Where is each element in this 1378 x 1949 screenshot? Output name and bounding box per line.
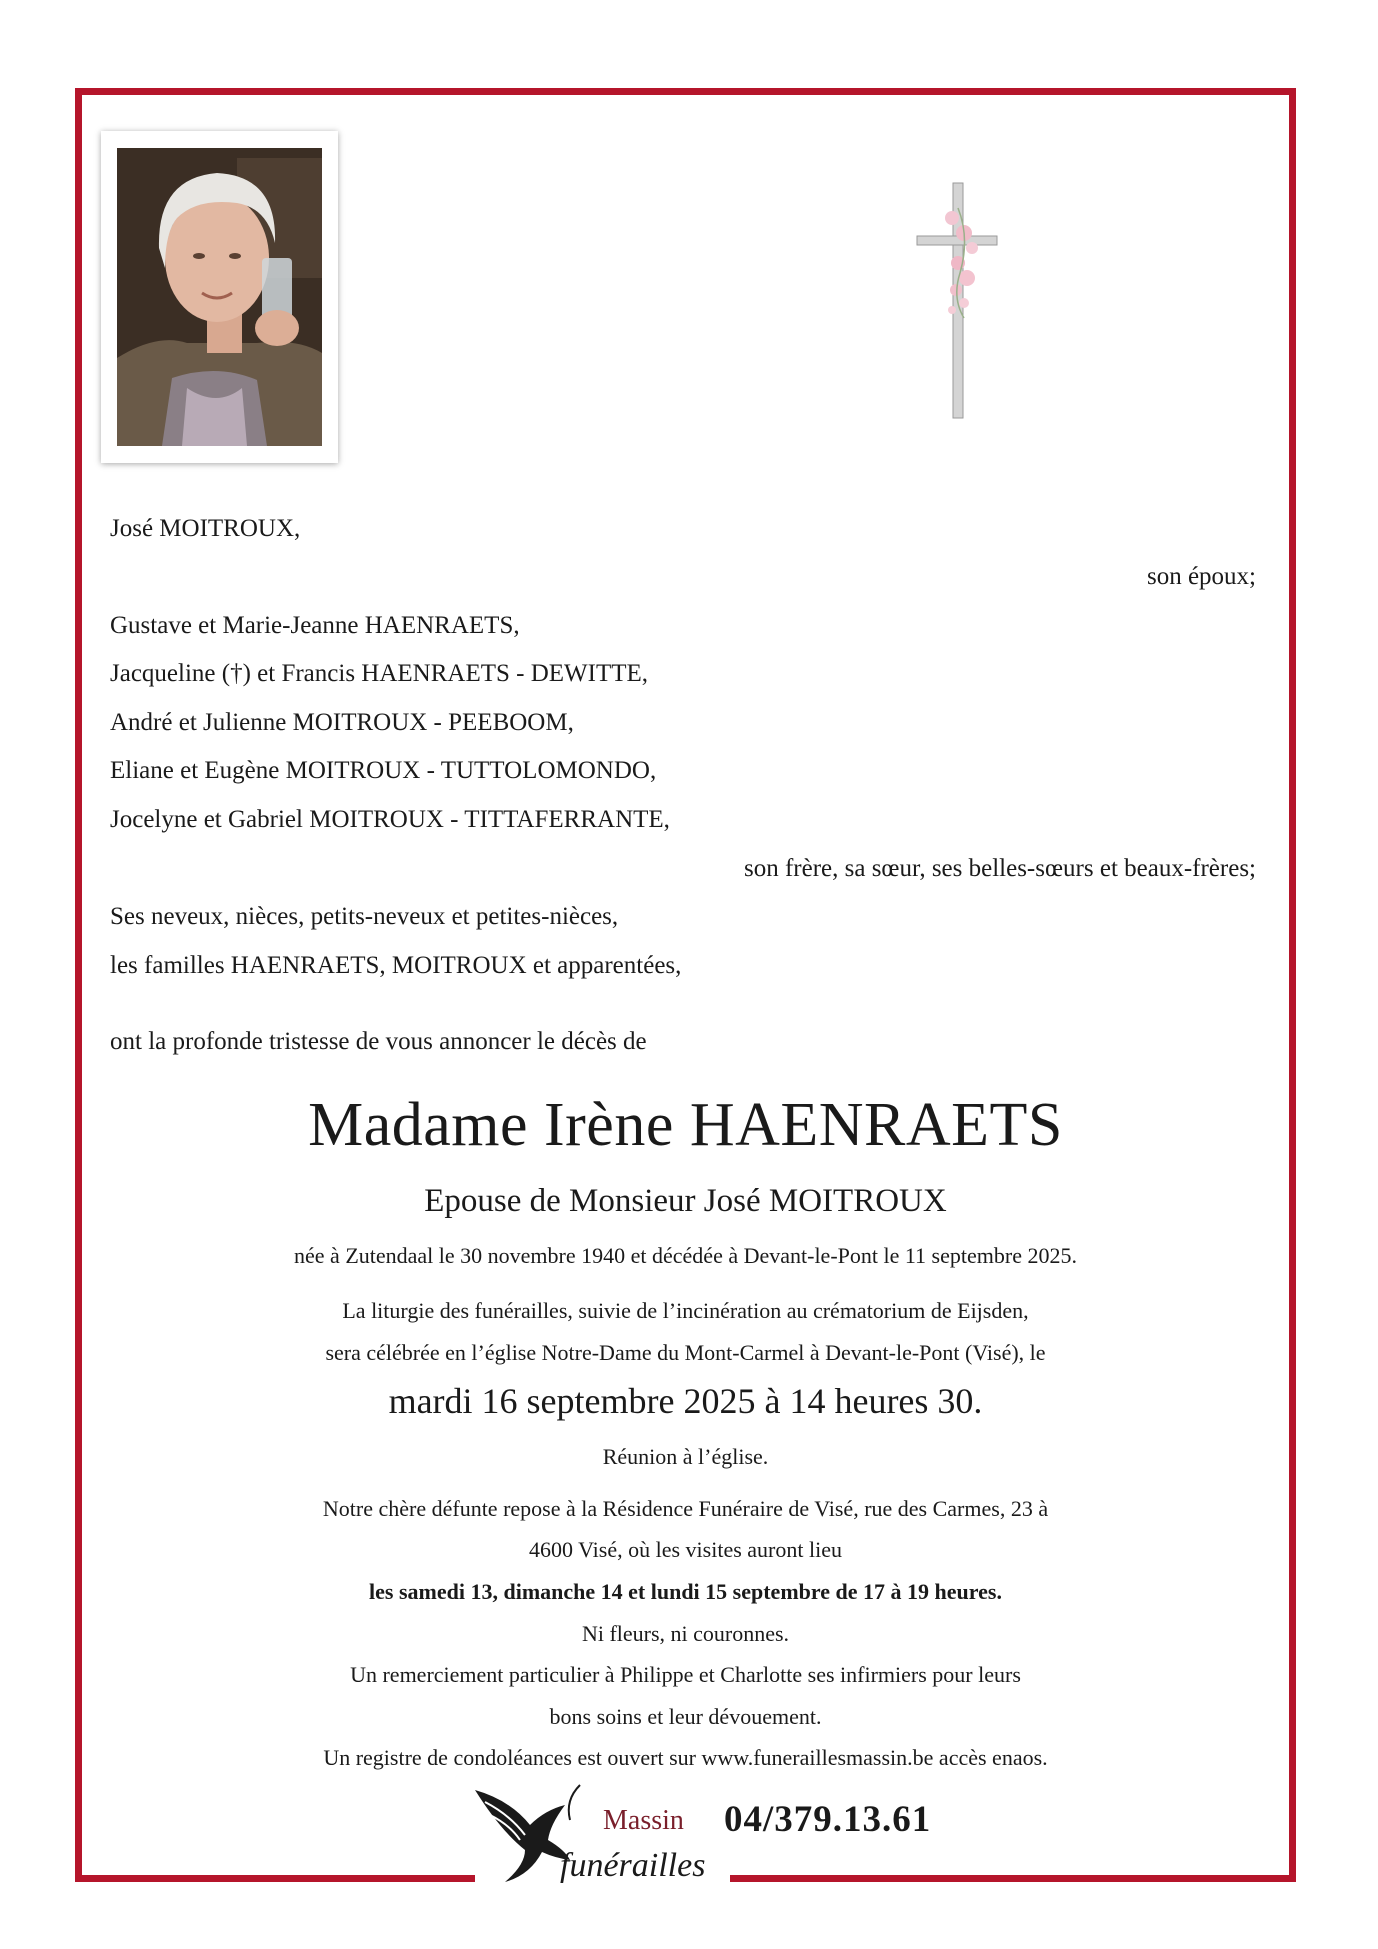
relatives-line: les familles HAENRAETS, MOITROUX et apparentées, (110, 952, 682, 979)
siblings-relation: son frère, sa sœur, ses belles-sœurs et beaux-frères; (743, 855, 1256, 882)
sibling-line: Gustave et Marie-Jeanne HAENRAETS, (110, 612, 520, 639)
ceremony-date: mardi 16 septembre 2025 à 14 heures 30. (388, 1381, 983, 1421)
deceased-subtitle: Epouse de Monsieur José MOITROUX (424, 1183, 947, 1219)
thanks-line: Un remerciement particulier à Philippe et Charlotte ses infirmiers pour leurs (350, 1662, 1021, 1687)
sibling-line: Eliane et Eugène MOITROUX - TUTTOLOMONDO, (110, 757, 657, 784)
deceased-name: Madame Irène HAENRAETS (308, 1091, 1063, 1159)
visits-dates: les samedi 13, dimanche 14 et lundi 15 septembre de 17 à 19 heures. (369, 1579, 1002, 1604)
visits-line: Notre chère défunte repose à la Résidence Funéraire de Visé, rue des Carmes, 23 à (322, 1496, 1049, 1521)
relatives-line: Ses neveux, nièces, petits-neveux et petites-nièces, (110, 903, 619, 930)
logo-funerailles-text: funérailles (560, 1847, 706, 1884)
sibling-line: Jacqueline (†) et Francis HAENRAETS - DEWITTE, (110, 660, 649, 687)
logo-massin-text: Massin (603, 1805, 684, 1836)
spouse-name: José MOITROUX, (110, 515, 301, 542)
flowers-note: Ni fleurs, ni couronnes. (581, 1621, 790, 1646)
meeting-text: Réunion à l’église. (602, 1444, 769, 1469)
portrait-card (101, 131, 338, 463)
visits-line: 4600 Visé, où les visites auront lieu (529, 1537, 842, 1562)
announcement-text: ont la profonde tristesse de vous annoncer le décès de (110, 1028, 647, 1055)
thanks-line: bons soins et leur dévouement. (549, 1704, 822, 1729)
birth-death-text: née à Zutendaal le 30 novembre 1940 et décédée à Devant-le-Pont le 11 septembre 2025. (294, 1243, 1077, 1268)
spouse-relation: son époux; (1146, 563, 1256, 590)
ceremony-line: sera célébrée en l’église Notre-Dame du Mont-Carmel à Devant-le-Pont (Visé), le (325, 1340, 1046, 1365)
cross-with-flowers-icon (912, 178, 1002, 423)
ceremony-line: La liturgie des funérailles, suivie de l’incinération au crématorium de Eijsden, (342, 1298, 1029, 1323)
sibling-line: André et Julienne MOITROUX - PEEBOOM, (110, 709, 574, 736)
sibling-line: Jocelyne et Gabriel MOITROUX - TITTAFERRANTE, (110, 806, 670, 833)
registry-text: Un registre de condoléances est ouvert sur www.funeraillesmassin.be accès enaos. (323, 1745, 1048, 1770)
phone-number: 04/379.13.61 (724, 1799, 932, 1840)
portrait-photo (117, 148, 322, 446)
